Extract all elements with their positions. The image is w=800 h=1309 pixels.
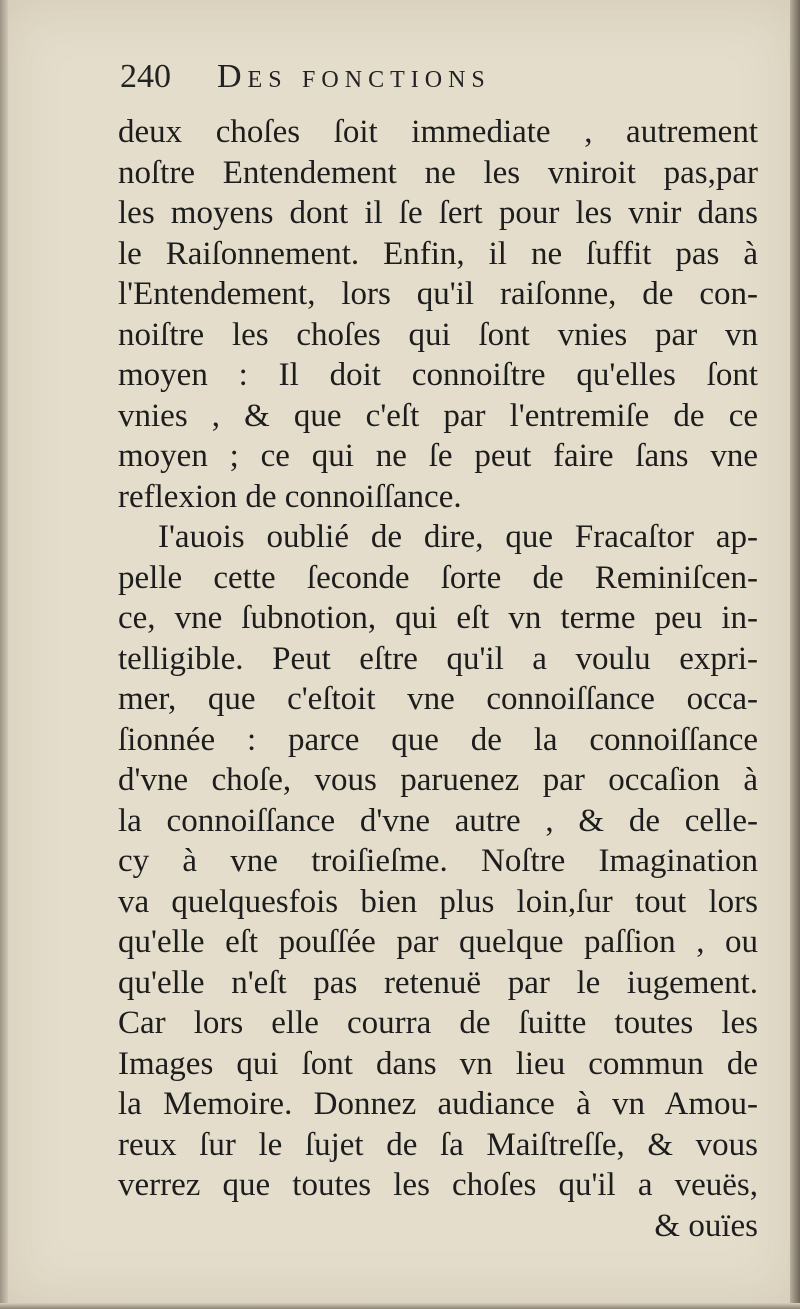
page-edge-bottom [0, 1303, 800, 1309]
body-text [118, 112, 758, 1246]
text-line: reux ſur le ſujet de ſa Maiſtreſſe, & vous [118, 1126, 758, 1163]
text-line: telligible. Peut eſtre qu'il a voulu expri- [118, 640, 758, 677]
text-line: verrez que toutes les choſes qu'il a veuës, [118, 1167, 758, 1203]
text-line: noiſtre les choſes qui ſont vnies par vn [118, 316, 758, 353]
text-line: mer, que c'eſtoit vne connoiſſance occa- [118, 681, 758, 717]
text-line: ſionnée : parce que de la connoiſſance [118, 721, 758, 758]
text-line: deux choſes ſoit immediate , autrement [118, 114, 758, 150]
text-line: la Memoire. Donnez audiance à vn Amou- [118, 1086, 758, 1122]
text-line: moyen ; ce qui ne ſe peut faire ſans vne [118, 438, 758, 474]
text-line: d'vne choſe, vous paruenez par occaſion à [118, 762, 758, 798]
text-line: ce, vne ſubnotion, qui eſt vn terme peu in- [118, 600, 758, 636]
text-line: cy à vne troiſieſme. Noſtre Imagination [118, 843, 758, 879]
text-line: Images qui ſont dans vn lieu commun de [118, 1045, 758, 1082]
paragraph-end-line: reflexion de connoiſſance. [118, 478, 462, 515]
text-line: moyen : Il doit connoiſtre qu'elles ſont [118, 357, 758, 393]
catchword: & ouïes [654, 1207, 758, 1244]
text-line: pelle cette ſeconde ſorte de Reminiſcen- [118, 559, 758, 596]
text-line: qu'elle eſt pouſſée par quelque paſſion , ou [118, 924, 758, 960]
text-line: le Raiſonnement. Enfin, il ne ſuffit pas à [118, 235, 758, 272]
text-line: Car lors elle courra de ſuitte toutes les [118, 1005, 758, 1041]
text-line: va quelquesfois bien plus loin,ſur tout lors [118, 883, 758, 920]
page-header [120, 58, 680, 96]
text-line: les moyens dont il ſe ſert pour les vnir dans [118, 195, 758, 231]
text-line: la connoiſſance d'vne autre , & de celle- [118, 802, 758, 839]
running-head: Des fonctions [217, 58, 491, 95]
text-line: qu'elle n'eſt pas retenuë par le iugement. [118, 964, 758, 1001]
page-gutter [0, 0, 8, 1309]
text-line: noſtre Entendement ne les vniroit pas,par [118, 154, 758, 191]
page-edge-right [790, 0, 800, 1309]
text-line: vnies , & que c'eſt par l'entremiſe de ce [118, 397, 758, 434]
paragraph-start-line: I'auois oublié de dire, que Fracaſtor ap- [158, 519, 758, 555]
page-number: 240 [120, 58, 171, 95]
text-line: l'Entendement, lors qu'il raiſonne, de con- [118, 276, 758, 312]
